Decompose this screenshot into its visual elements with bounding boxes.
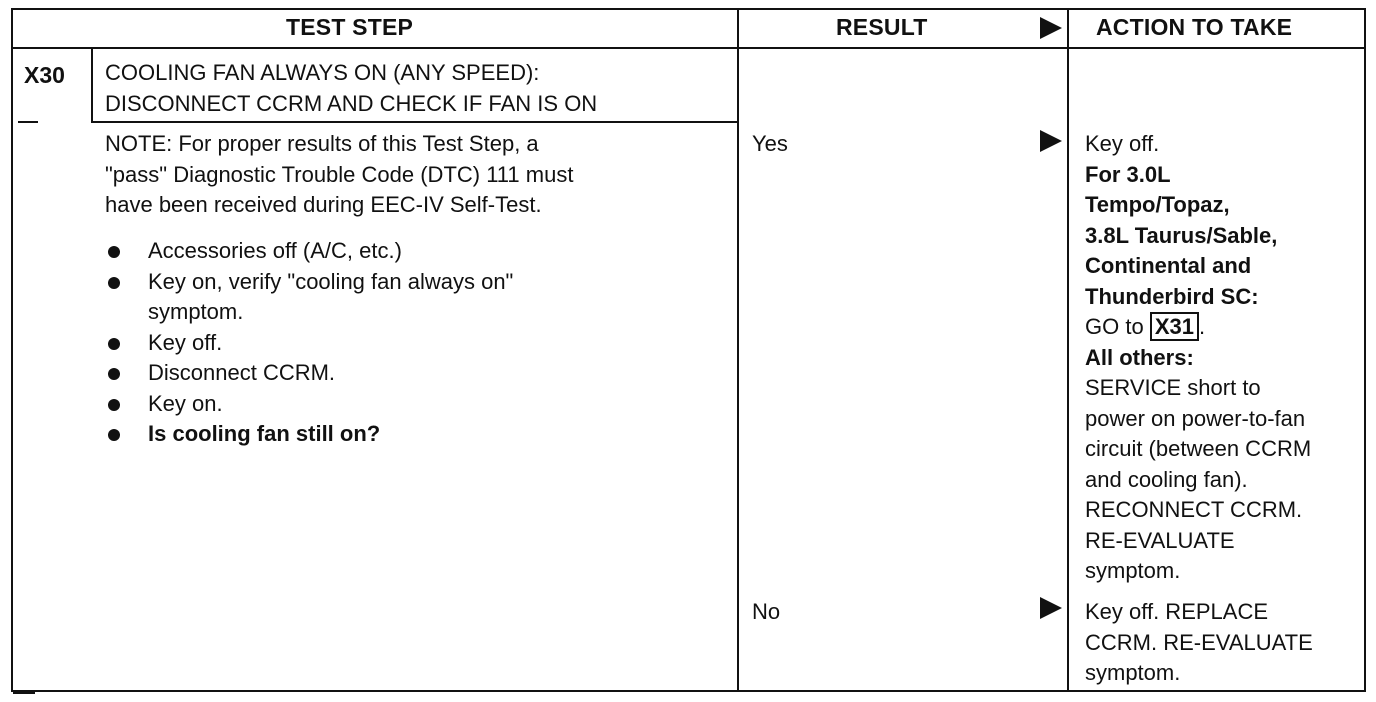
- header-action: ACTION TO TAKE: [1096, 14, 1293, 40]
- bullet-icon: [108, 429, 120, 441]
- action-no-block: Key off. REPLACE CCRM. RE-EVALUATE symptom.: [1085, 599, 1313, 685]
- list-item: Key on, verify "cooling fan always on": [108, 267, 513, 298]
- step-title-line2: DISCONNECT CCRM AND CHECK IF FAN IS ON: [105, 90, 598, 116]
- bullet-icon: [108, 277, 120, 289]
- list-item-question: Is cooling fan still on?: [108, 419, 513, 450]
- result-yes-arrow-icon: [1040, 130, 1062, 152]
- bullet-icon: [108, 399, 120, 411]
- step-id: X30: [24, 62, 65, 88]
- action-yes-block: Key off. For 3.0L Tempo/Topaz, 3.8L Taurus/Sable, Continental and Thunderbird SC: GO to X31 . All others: SERVICE short to power on power-to-fan circuit (between CCRM and cooling fan). RECONNECT CCRM. RE-EVALUATE symptom.: [1085, 131, 1312, 583]
- bullet-icon: [108, 246, 120, 258]
- bottom-tick: [13, 692, 35, 694]
- procedure-list: [108, 236, 513, 450]
- bullet-icon: [108, 338, 120, 350]
- step-title-line1: COOLING FAN ALWAYS ON (ANY SPEED):: [105, 60, 540, 85]
- header-result: RESULT: [836, 14, 928, 40]
- header-divider: [11, 47, 1366, 49]
- step-title: [105, 58, 597, 119]
- note-line2: "pass" Diagnostic Trouble Code (DTC) 111 must: [105, 161, 574, 187]
- result-no: No: [752, 599, 781, 624]
- divider-action-column: [1067, 8, 1069, 692]
- goto-step-link[interactable]: X31: [1150, 312, 1199, 341]
- note-line1: NOTE: For proper results of this Test Step, a: [105, 131, 539, 156]
- result-yes: Yes: [752, 131, 788, 156]
- header-test-step: TEST STEP: [286, 14, 414, 40]
- note-block: [105, 129, 573, 221]
- goto-line: GO to X31 .: [1085, 314, 1206, 339]
- list-item: Accessories off (A/C, etc.): [108, 236, 513, 267]
- divider-id-column: [91, 48, 93, 122]
- header-arrow-icon: [1040, 17, 1062, 39]
- list-item: Key off.: [108, 328, 513, 359]
- step-title-tick: [18, 121, 38, 123]
- result-no-arrow-icon: [1040, 597, 1062, 619]
- step-title-divider: [91, 121, 737, 123]
- list-item: Key on.: [108, 389, 513, 420]
- list-item-continuation: symptom.: [148, 299, 244, 324]
- note-line3: have been received during EEC-IV Self-Test.: [105, 192, 542, 217]
- list-item: Disconnect CCRM.: [108, 358, 513, 389]
- divider-result-column: [737, 8, 739, 692]
- bullet-icon: [108, 368, 120, 380]
